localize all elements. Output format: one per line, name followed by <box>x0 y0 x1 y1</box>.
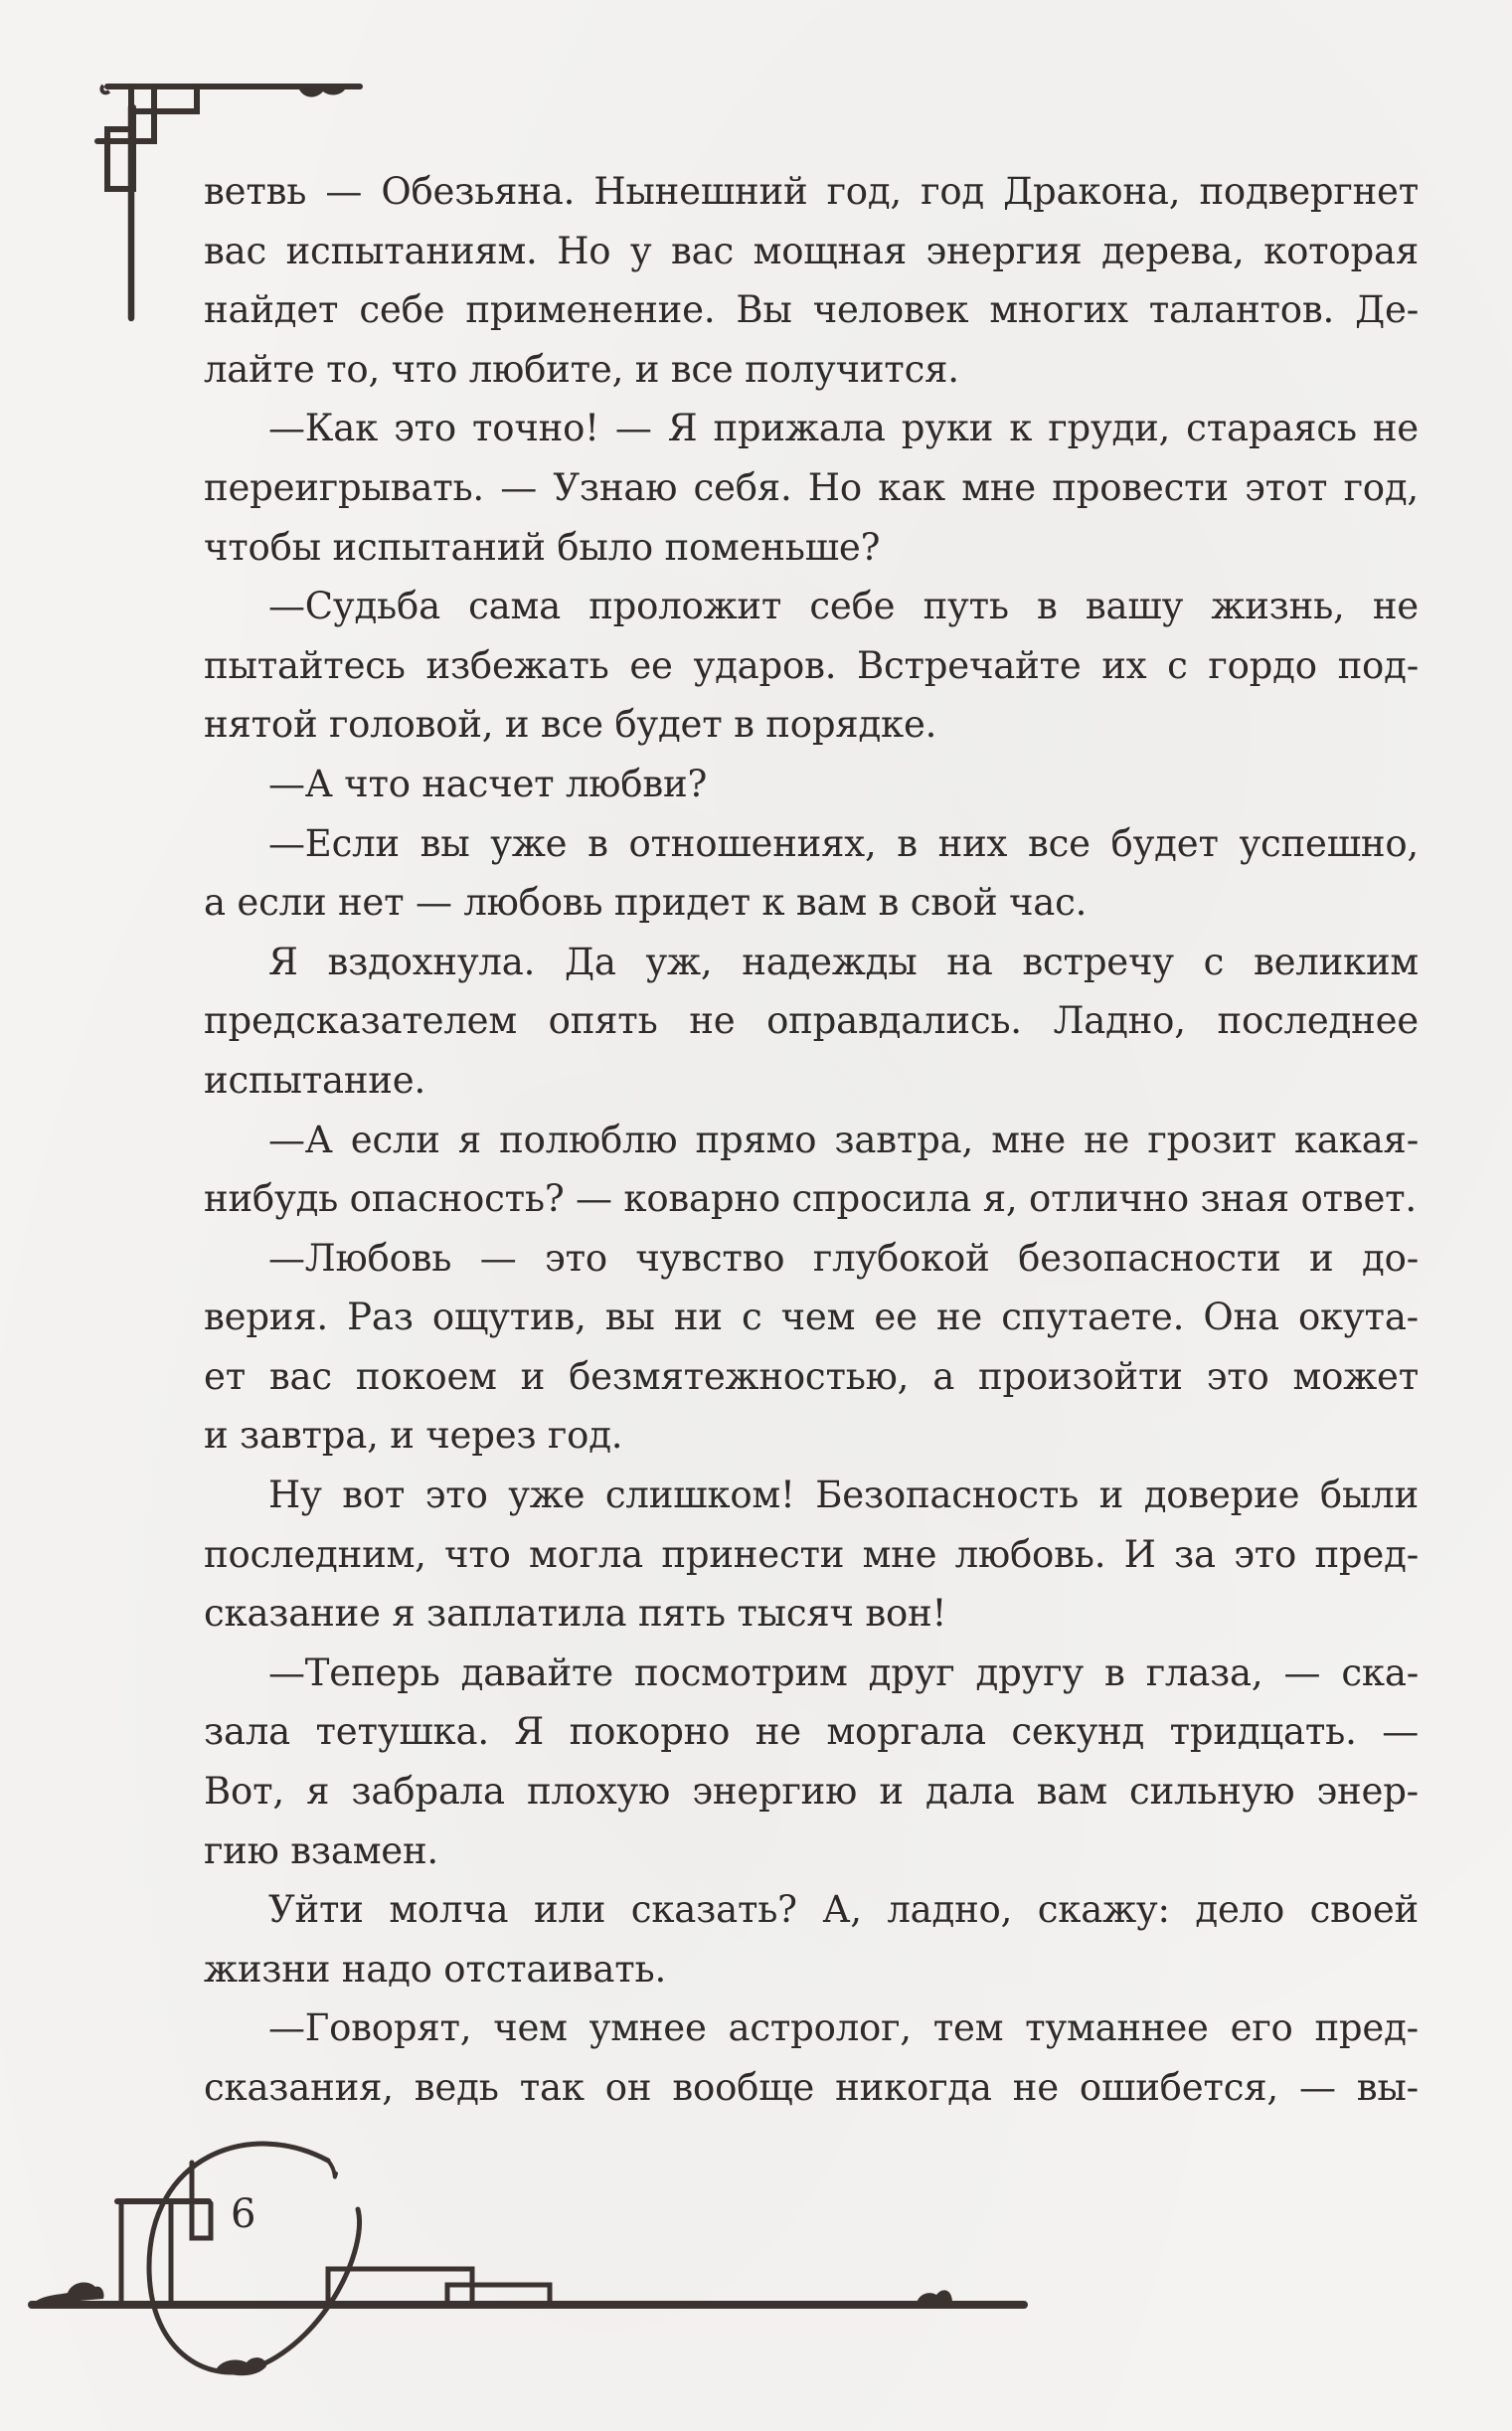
text-line: Ну вот это уже слишком! Безопасность и доверие были <box>268 1474 1419 1517</box>
text-line: нибудь опасность? — коварно спросила я, отлично зная ответ. <box>204 1177 1417 1221</box>
text-line: а если нет — любовь придет к вам в свой час. <box>204 881 1088 925</box>
text-line: —Если вы уже в отношениях, в них все будет успешно, <box>268 821 1419 865</box>
text-line: пытайтесь избежать ее ударов. Встречайте их с гордо под- <box>204 643 1419 687</box>
text-line: —Как это точно! — Я прижала руки к груди, стараясь не <box>268 407 1419 450</box>
text-line: ветвь — Обезьяна. Нынешний год, год Дракона, подвергнет <box>204 170 1419 213</box>
body-text <box>204 162 1419 2118</box>
text-line: верия. Раз ощутив, вы ни с чем ее не спутаете. Она окута- <box>204 1296 1419 1339</box>
text-line: —Теперь давайте посмотрим друг другу в глаза, — ска- <box>268 1650 1419 1694</box>
page-number: 6 <box>231 2191 256 2237</box>
text-line: предсказателем опять не оправдались. Ладно, последнее <box>204 999 1419 1043</box>
text-line: вас испытаниям. Но у вас мощная энергия дерева, которая <box>204 229 1419 272</box>
text-line: —Любовь — это чувство глубокой безопасности и до- <box>268 1236 1419 1280</box>
text-line: последним, что могла принести мне любовь. И за это пред- <box>204 1532 1419 1576</box>
text-line: —А если я полюблю прямо завтра, мне не грозит какая- <box>268 1118 1419 1161</box>
text-line: Уйти молча или сказать? А, ладно, скажу: дело своей <box>268 1888 1419 1932</box>
text-line: —А что насчет любви? <box>268 762 708 805</box>
text-line: испытание. <box>204 1058 425 1102</box>
text-line: —Судьба сама проложит себе путь в вашу жизнь, не <box>268 585 1419 628</box>
text-line: найдет себе применение. Вы человек многих талантов. Де- <box>204 288 1419 332</box>
text-line: —Говорят, чем умнее астролог, тем туманнее его пред- <box>268 2006 1419 2050</box>
text-line: ет вас покоем и безмятежностью, а произойти это может <box>204 1354 1419 1398</box>
text-line: и завтра, и через год. <box>204 1414 623 1458</box>
text-line: жизни надо отстаивать. <box>204 1947 667 1991</box>
text-line: переигрывать. — Узнаю себя. Но как мне провести этот год, <box>204 465 1419 509</box>
text-line: Вот, я забрала плохую энергию и дала вам сильную энер- <box>204 1770 1419 1814</box>
text-line: лайте то, что любите, и все получится. <box>204 347 959 391</box>
text-line: зала тетушка. Я покорно не моргала секунд тридцать. — <box>204 1710 1419 1754</box>
text-line: сказания, ведь так он вообще никогда не ошибется, — вы- <box>204 2066 1419 2109</box>
text-line: гию взамен. <box>204 1828 438 1872</box>
text-line: чтобы испытаний было поменьше? <box>204 525 881 569</box>
text-line: сказание я заплатила пять тысяч вон! <box>204 1592 947 1636</box>
text-line: нятой головой, и все будет в порядке. <box>204 703 937 747</box>
text-line: Я вздохнула. Да уж, надежды на встречу с великим <box>268 940 1419 983</box>
